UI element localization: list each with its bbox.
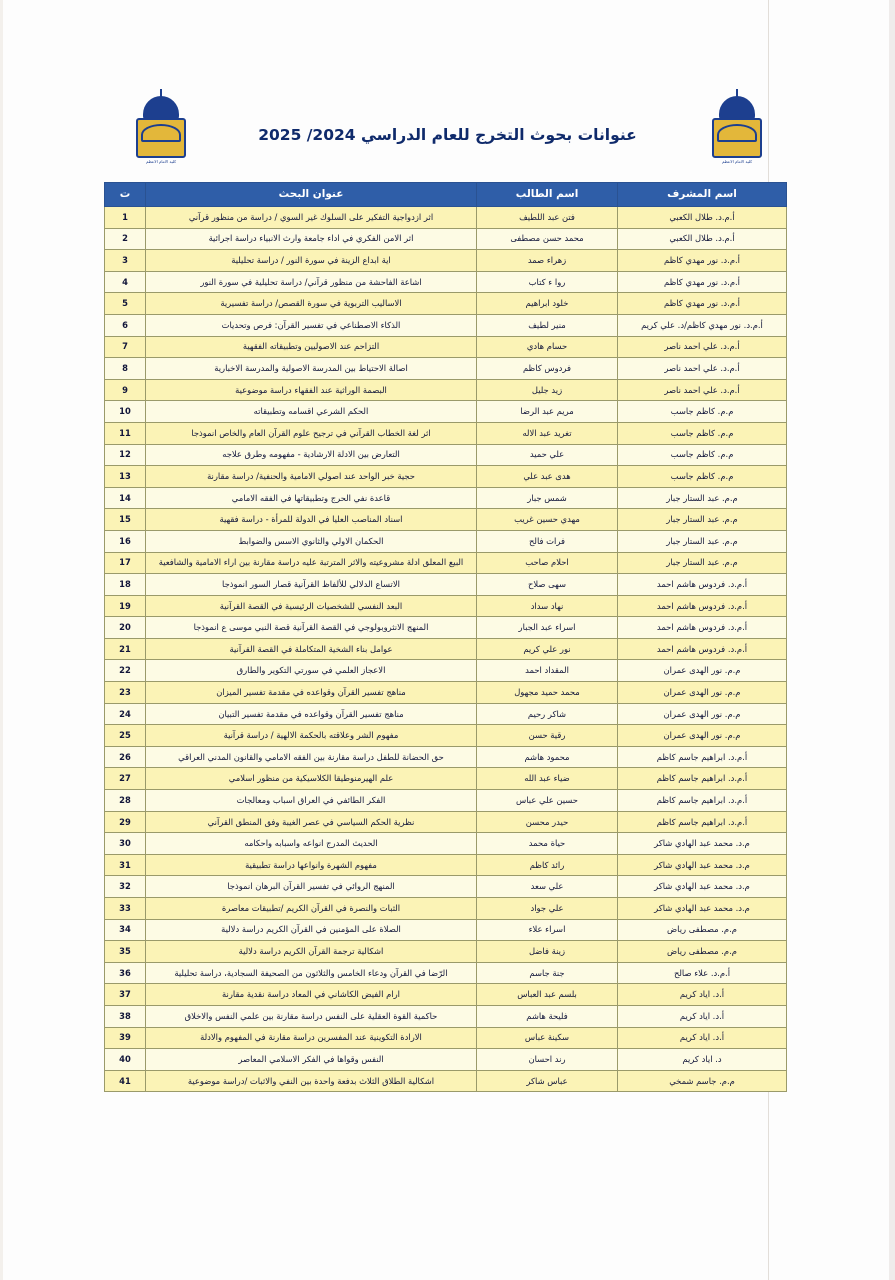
cell-student: روا ء كتاب (477, 271, 618, 293)
cell-index: 15 (105, 509, 146, 531)
cell-student: محمد حسن مصطفى (477, 228, 618, 250)
cell-research-title: الحكم الشرعي اقسامه وتطبيقاته (146, 401, 477, 423)
cell-student: نور علي كريم (477, 638, 618, 660)
cell-supervisor: م.م. نور الهدى عمران (618, 660, 787, 682)
table-row (105, 898, 787, 920)
table-row (105, 941, 787, 963)
cell-index: 6 (105, 314, 146, 336)
cell-supervisor: م.م. كاظم جاسب (618, 444, 787, 466)
table-row (105, 984, 787, 1006)
cell-research-title: حاكمية القوة العقلية على النفس دراسة مقارنة بين علمي النفس والاخلاق (146, 1005, 477, 1027)
table-row (105, 854, 787, 876)
table-row (105, 552, 787, 574)
cell-research-title: اصالة الاحتياط بين المدرسة الاصولية والمدرسة الاخبارية (146, 358, 477, 380)
cell-index: 27 (105, 768, 146, 790)
cell-student: زيد جليل (477, 379, 618, 401)
cell-research-title: حق الحضانة للطفل دراسة مقارنة بين الفقه الامامي والقانون المدني العراقي (146, 746, 477, 768)
cell-supervisor: م.م. نور الهدى عمران (618, 725, 787, 747)
cell-supervisor: م.م. عبد الستار جبار (618, 552, 787, 574)
cell-research-title: الارادة التكوينية عند المفسرين دراسة مقارنة في المفهوم والادلة (146, 1027, 477, 1049)
cell-index: 26 (105, 746, 146, 768)
cell-student: خلود ابراهيم (477, 293, 618, 315)
scan-edge-left (0, 0, 3, 1280)
cell-supervisor: م.م. عبد الستار جبار (618, 487, 787, 509)
table-row (105, 250, 787, 272)
cell-research-title: علم الهيرمنوطيقا الكلاسيكية من منظور اسلامي (146, 768, 477, 790)
cell-index: 39 (105, 1027, 146, 1049)
cell-research-title: مناهج تفسير القرآن وقواعده في مقدمة تفسير التبيان (146, 703, 477, 725)
cell-supervisor: أ.م.د. ابراهيم جاسم كاظم (618, 746, 787, 768)
table-row (105, 444, 787, 466)
cell-research-title: مفهوم الشهرة وانواعها دراسة تطبيقية (146, 854, 477, 876)
cell-index: 35 (105, 941, 146, 963)
cell-supervisor: م.د. محمد عبد الهادي شاكر (618, 898, 787, 920)
cell-student: سهى صلاح (477, 574, 618, 596)
cell-index: 30 (105, 833, 146, 855)
cell-supervisor: أ.م.د. نور مهدي كاظم (618, 293, 787, 315)
cell-index: 10 (105, 401, 146, 423)
cell-index: 2 (105, 228, 146, 250)
table-row (105, 1005, 787, 1027)
cell-supervisor: م.م. مصطفى رياض (618, 919, 787, 941)
cell-student: حياة محمد (477, 833, 618, 855)
cell-index: 31 (105, 854, 146, 876)
cell-student: حيدر محسن (477, 811, 618, 833)
column-header-student: اسم الطالب (477, 183, 618, 207)
cell-supervisor: أ.د. اياد كريم (618, 1027, 787, 1049)
cell-index: 13 (105, 466, 146, 488)
cell-supervisor: أ.م.د. فردوس هاشم احمد (618, 595, 787, 617)
table-row (105, 314, 787, 336)
cell-research-title: البيع المعلق ادلة مشروعيته والاثر المترتبة عليه دراسة مقارنة بين اراء الامامية والشافعية (146, 552, 477, 574)
table-row (105, 509, 787, 531)
cell-research-title: الاساليب التربوية في سورة القصص/ دراسة تفسيرية (146, 293, 477, 315)
cell-student: رائد كاظم (477, 854, 618, 876)
logo-body-shape (136, 118, 186, 158)
cell-supervisor: أ.م.د. ابراهيم جاسم كاظم (618, 768, 787, 790)
cell-index: 29 (105, 811, 146, 833)
table-row (105, 876, 787, 898)
cell-research-title: الفكر الطائفي في العراق اسباب ومعالجات (146, 790, 477, 812)
cell-index: 9 (105, 379, 146, 401)
table-header-row (105, 183, 787, 207)
cell-research-title: المنهج الروائي في تفسير القرآن البرهان انموذجا (146, 876, 477, 898)
cell-research-title: النفس وقواها في الفكر الاسلامي المعاصر (146, 1049, 477, 1071)
cell-research-title: اشكالية ترجمة القرآن الكريم دراسة دلالية (146, 941, 477, 963)
table-row (105, 336, 787, 358)
cell-index: 23 (105, 682, 146, 704)
cell-student: مريم عبد الرضا (477, 401, 618, 423)
cell-student: زهراء صمد (477, 250, 618, 272)
cell-student: رند احسان (477, 1049, 618, 1071)
scan-edge-right (889, 0, 895, 1280)
cell-supervisor: أ.د. اياد كريم (618, 1005, 787, 1027)
cell-student: نهاد سداد (477, 595, 618, 617)
cell-student: تغريد عبد الاله (477, 422, 618, 444)
cell-index: 25 (105, 725, 146, 747)
cell-student: فرات فالح (477, 530, 618, 552)
table-row (105, 358, 787, 380)
cell-research-title: الحديث المدرج انواعه واسبابه واحكامه (146, 833, 477, 855)
cell-student: اسراء عبد الجبار (477, 617, 618, 639)
cell-index: 14 (105, 487, 146, 509)
cell-index: 12 (105, 444, 146, 466)
cell-student: محمود هاشم (477, 746, 618, 768)
table-body (105, 207, 787, 1092)
cell-index: 17 (105, 552, 146, 574)
cell-supervisor: م.د. محمد عبد الهادي شاكر (618, 876, 787, 898)
cell-research-title: الذكاء الاصطناعي في تفسير القرآن: فرص وتحديات (146, 314, 477, 336)
cell-supervisor: م.م. مصطفى رياض (618, 941, 787, 963)
cell-research-title: الرّضا في القرآن ودعاء الخامس والثلاثون من الصحيفة السجادية، دراسة تحليلية (146, 962, 477, 984)
cell-research-title: التزاحم عند الاصوليين وتطبيقاته الفقهية (146, 336, 477, 358)
cell-research-title: التعارض بين الادلة الارشادية - مفهومه وطرق علاجه (146, 444, 477, 466)
cell-supervisor: د. اياد كريم (618, 1049, 787, 1071)
cell-supervisor: أ.م.د. فردوس هاشم احمد (618, 638, 787, 660)
table-row (105, 790, 787, 812)
cell-student: حسين علي عباس (477, 790, 618, 812)
cell-supervisor: م.م. كاظم جاسب (618, 401, 787, 423)
cell-research-title: المنهج الانثروبولوجي في القصة القرآنية قصة النبي موسى ع انموذجا (146, 617, 477, 639)
cell-supervisor: م.م. نور الهدى عمران (618, 703, 787, 725)
cell-index: 38 (105, 1005, 146, 1027)
cell-research-title: اثر الامن الفكري في اداء جامعة وارث الانبياء دراسة اجرائية (146, 228, 477, 250)
table-row (105, 725, 787, 747)
table-row (105, 703, 787, 725)
cell-supervisor: أ.م.د. ابراهيم جاسم كاظم (618, 790, 787, 812)
cell-student: علي جواد (477, 898, 618, 920)
cell-index: 36 (105, 962, 146, 984)
cell-student: فردوس كاظم (477, 358, 618, 380)
college-logo-left-icon (135, 96, 187, 162)
cell-index: 4 (105, 271, 146, 293)
cell-student: عباس شاكر (477, 1070, 618, 1092)
logo-caption-right: كلية الامام الاعظم (721, 159, 753, 164)
table-row (105, 379, 787, 401)
table-row (105, 746, 787, 768)
cell-index: 11 (105, 422, 146, 444)
cell-research-title: البصمة الوراثية عند الفقهاء دراسة موضوعية (146, 379, 477, 401)
cell-supervisor: أ.م.د. ابراهيم جاسم كاظم (618, 811, 787, 833)
column-header-supervisor: اسم المشرف (618, 183, 787, 207)
table-row (105, 768, 787, 790)
table-row (105, 660, 787, 682)
cell-supervisor: أ.م.د. علاء صالح (618, 962, 787, 984)
table-row (105, 811, 787, 833)
cell-supervisor: أ.م.د. طلال الكعبي (618, 228, 787, 250)
cell-supervisor: م.د. محمد عبد الهادي شاكر (618, 854, 787, 876)
cell-student: علي سعد (477, 876, 618, 898)
cell-student: محمد حميد مجهول (477, 682, 618, 704)
cell-research-title: مناهج تفسير القرآن وقواعده في مقدمة تفسير الميزان (146, 682, 477, 704)
cell-student: مهدي حسين غريب (477, 509, 618, 531)
cell-index: 40 (105, 1049, 146, 1071)
cell-research-title: الاتساع الدلالي للألفاظ القرآنية قصار السور انموذجا (146, 574, 477, 596)
table-row (105, 1070, 787, 1092)
cell-research-title: ارام الفيض الكاشاني في المعاد دراسة نقدية مقارنة (146, 984, 477, 1006)
cell-index: 41 (105, 1070, 146, 1092)
table-row (105, 530, 787, 552)
cell-supervisor: م.م. نور الهدى عمران (618, 682, 787, 704)
table-row (105, 962, 787, 984)
cell-index: 28 (105, 790, 146, 812)
cell-research-title: اثر لغة الخطاب القرآني في ترجيح علوم القرآن العام والخاص انموذجا (146, 422, 477, 444)
cell-supervisor: أ.م.د. فردوس هاشم احمد (618, 617, 787, 639)
cell-index: 8 (105, 358, 146, 380)
table-row (105, 617, 787, 639)
cell-student: منير لطيف (477, 314, 618, 336)
cell-supervisor: أ.م.د. طلال الكعبي (618, 207, 787, 229)
column-header-index: ت (105, 183, 146, 207)
cell-student: زينة فاضل (477, 941, 618, 963)
cell-student: فتن عبد اللطيف (477, 207, 618, 229)
cell-research-title: اشاعة الفاحشة من منظور قرآني/ دراسة تحليلية في سورة النور (146, 271, 477, 293)
cell-student: هدى عبد علي (477, 466, 618, 488)
cell-index: 33 (105, 898, 146, 920)
cell-student: جنة جاسم (477, 962, 618, 984)
cell-research-title: الحكمان الاولي والثانوي الاسس والضوابط (146, 530, 477, 552)
cell-supervisor: أ.م.د. نور مهدي كاظم/د. علي كريم (618, 314, 787, 336)
cell-supervisor: م.م. كاظم جاسب (618, 466, 787, 488)
cell-index: 5 (105, 293, 146, 315)
cell-research-title: عوامل بناء الشخية المتكاملة في القصة القرآنية (146, 638, 477, 660)
document-header (0, 96, 895, 172)
cell-research-title: حجية خبر الواحد عند اصولي الامامية والحنفية/ دراسة مقارنة (146, 466, 477, 488)
cell-index: 37 (105, 984, 146, 1006)
cell-supervisor: أ.م.د. علي احمد ناصر (618, 379, 787, 401)
table-row (105, 293, 787, 315)
cell-index: 34 (105, 919, 146, 941)
cell-supervisor: أ.م.د. علي احمد ناصر (618, 358, 787, 380)
cell-student: احلام صاحب (477, 552, 618, 574)
table-row (105, 638, 787, 660)
cell-index: 18 (105, 574, 146, 596)
table-row (105, 1049, 787, 1071)
cell-research-title: اثر ازدواجية التفكير على السلوك غير السوي / دراسة من منظور قرآني (146, 207, 477, 229)
cell-student: حسام هادي (477, 336, 618, 358)
cell-research-title: البعد النفسي للشخصيات الرئيسية في القصة القرآنية (146, 595, 477, 617)
cell-index: 16 (105, 530, 146, 552)
cell-student: رقية حسن (477, 725, 618, 747)
logo-caption-left: كلية الامام الاعظم (145, 159, 177, 164)
cell-index: 19 (105, 595, 146, 617)
cell-student: شمس جبار (477, 487, 618, 509)
cell-index: 1 (105, 207, 146, 229)
table-row (105, 682, 787, 704)
cell-student: فليحة هاشم (477, 1005, 618, 1027)
cell-research-title: قاعدة نفي الحرج وتطبيقاتها في الفقه الامامي (146, 487, 477, 509)
table-row (105, 487, 787, 509)
table-row (105, 271, 787, 293)
cell-student: اسراء علاء (477, 919, 618, 941)
cell-index: 24 (105, 703, 146, 725)
cell-research-title: الاعجاز العلمي في سورتي التكوير والطارق (146, 660, 477, 682)
cell-index: 7 (105, 336, 146, 358)
table-row (105, 1027, 787, 1049)
table-row (105, 401, 787, 423)
cell-research-title: نظرية الحكم السياسي في عصر الغيبة وفق المنطق القرآني (146, 811, 477, 833)
cell-supervisor: م.م. كاظم جاسب (618, 422, 787, 444)
cell-student: سكينة عباس (477, 1027, 618, 1049)
table-row (105, 833, 787, 855)
table-row (105, 207, 787, 229)
cell-index: 22 (105, 660, 146, 682)
research-titles-table (104, 182, 787, 1092)
cell-research-title: اسناد المناصب العليا في الدولة للمرأة - دراسة فقهية (146, 509, 477, 531)
cell-research-title: اية ابداع الزينة في سورة النور / دراسة تحليلية (146, 250, 477, 272)
table-row (105, 228, 787, 250)
page-title: عنوانات بحوث التخرج للعام الدراسي 2024/ 2025 (258, 126, 637, 144)
cell-supervisor: أ.م.د. نور مهدي كاظم (618, 271, 787, 293)
cell-student: شاكر رحيم (477, 703, 618, 725)
cell-index: 21 (105, 638, 146, 660)
cell-supervisor: أ.م.د. فردوس هاشم احمد (618, 574, 787, 596)
cell-student: المقداد احمد (477, 660, 618, 682)
cell-supervisor: أ.م.د. علي احمد ناصر (618, 336, 787, 358)
table-header (105, 183, 787, 207)
cell-supervisor: م.م. عبد الستار جبار (618, 509, 787, 531)
column-header-research-title: عنوان البحث (146, 183, 477, 207)
cell-supervisor: أ.م.د. نور مهدي كاظم (618, 250, 787, 272)
cell-supervisor: م.د. محمد عبد الهادي شاكر (618, 833, 787, 855)
table-row (105, 595, 787, 617)
cell-index: 3 (105, 250, 146, 272)
table-row (105, 422, 787, 444)
table-row (105, 919, 787, 941)
cell-student: ضياء عبد الله (477, 768, 618, 790)
cell-supervisor: م.م. عبد الستار جبار (618, 530, 787, 552)
cell-supervisor: أ.د. اياد كريم (618, 984, 787, 1006)
cell-research-title: الصلاة على المؤمنين في القرآن الكريم دراسة دلالية (146, 919, 477, 941)
table-row (105, 574, 787, 596)
cell-index: 20 (105, 617, 146, 639)
cell-research-title: الثبات والنصرة في القرآن الكريم /تطبيقات معاصرة (146, 898, 477, 920)
cell-research-title: مفهوم الشر وعلاقته بالحكمة الالهية / دراسة قرآنية (146, 725, 477, 747)
table-row (105, 466, 787, 488)
cell-index: 32 (105, 876, 146, 898)
cell-student: بلسم عبد العباس (477, 984, 618, 1006)
cell-research-title: اشكالية الطلاق الثلاث بدفعة واحدة بين النفي والاثبات /دراسة موضوعية (146, 1070, 477, 1092)
cell-supervisor: م.م. جاسم شمخي (618, 1070, 787, 1092)
cell-student: علي حميد (477, 444, 618, 466)
